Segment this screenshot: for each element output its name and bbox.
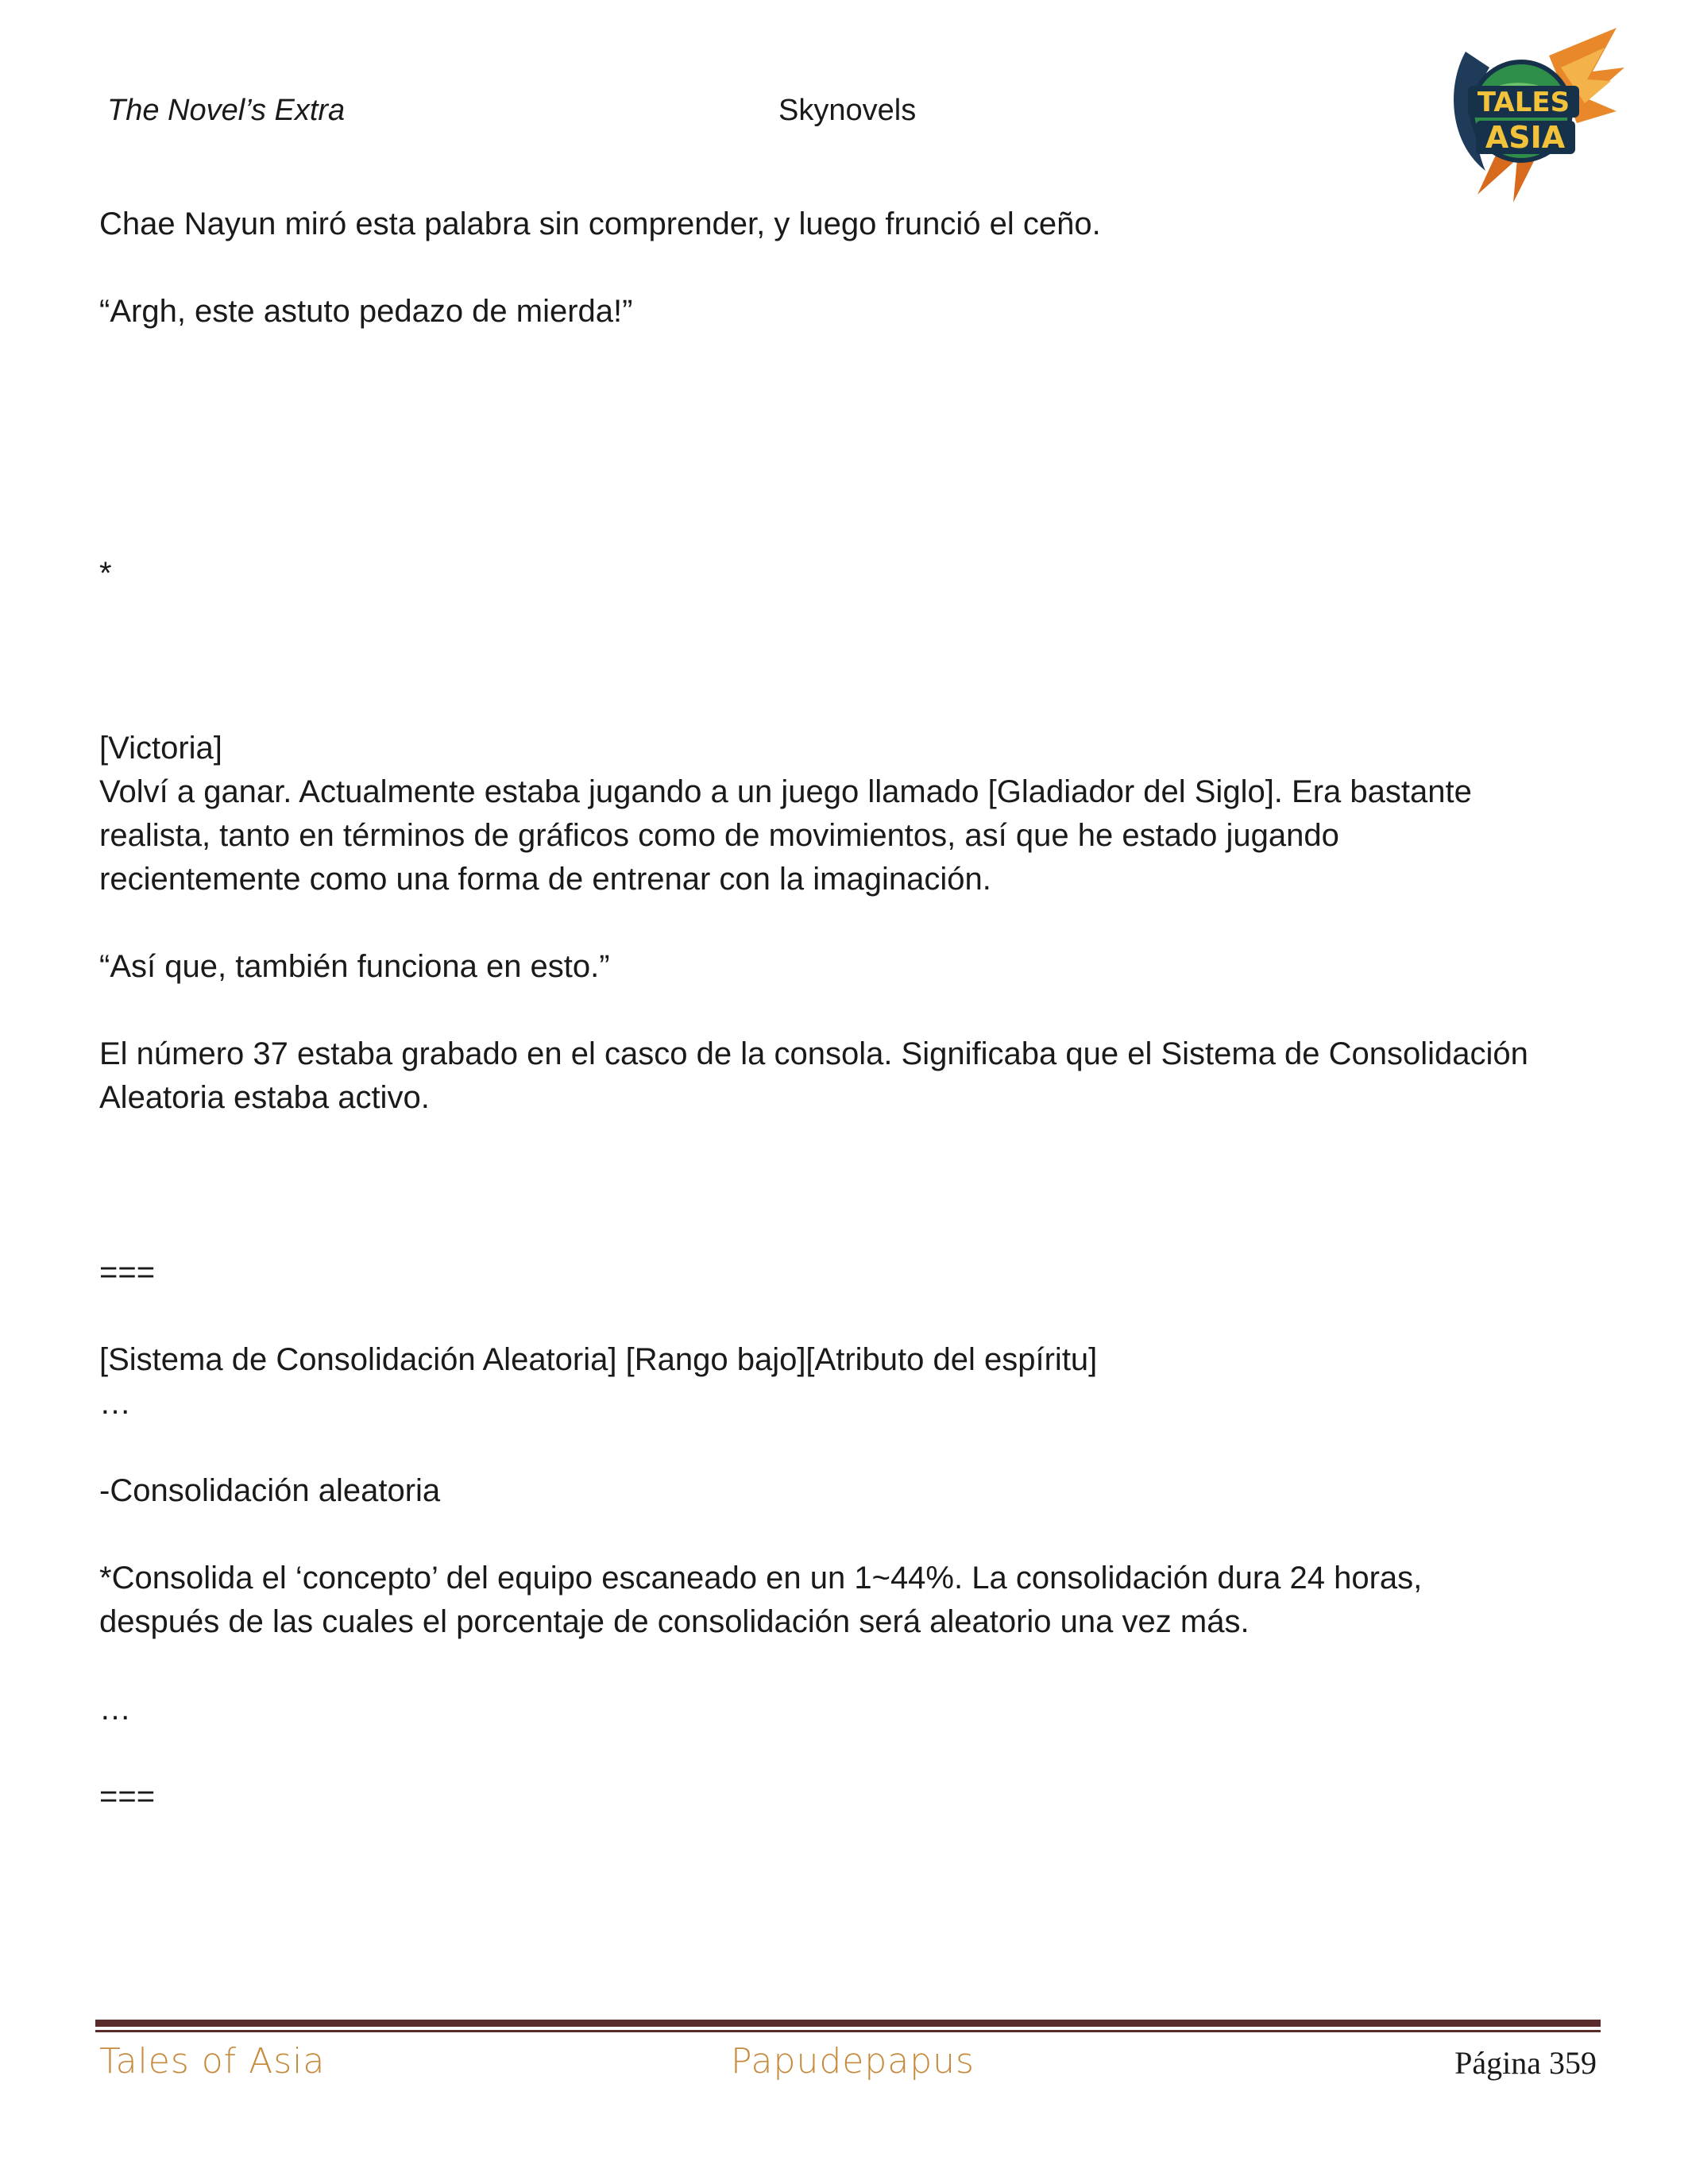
blank-line <box>99 1295 1609 1338</box>
body-line: recientemente como una forma de entrenar con la imaginación. <box>99 862 991 897</box>
blank-line <box>99 1513 1609 1557</box>
blank-line <box>99 1644 1609 1688</box>
body-line: === <box>99 1779 156 1814</box>
body-line: … <box>99 1692 131 1727</box>
blank-line <box>99 1207 1609 1251</box>
body-line: “Así que, también funciona en esto.” <box>99 949 610 984</box>
body-line: “Argh, este astuto pedazo de mierda!” <box>99 294 633 329</box>
blank-line <box>99 421 1609 465</box>
body-line: *Consolida el ‘concepto’ del equipo escaneado en un 1~44%. La consolidación dura 24 horas, <box>99 1561 1423 1596</box>
blank-line <box>99 1163 1609 1207</box>
body-line: * <box>99 556 112 591</box>
blank-line <box>99 596 1609 639</box>
blank-line <box>99 465 1609 508</box>
footer-divider-thin <box>95 2030 1601 2032</box>
logo-text-asia: ASIA <box>1485 120 1566 155</box>
blank-line <box>99 334 1609 377</box>
blank-line <box>99 1120 1609 1163</box>
blank-line <box>99 683 1609 727</box>
body-line: -Consolidación aleatoria <box>99 1473 441 1508</box>
blank-line <box>99 639 1609 683</box>
body-line: Volví a ganar. Actualmente estaba jugando a un juego llamado [Gladiador del Siglo]. Era bastante <box>99 774 1472 809</box>
footer-divider <box>95 2020 1601 2027</box>
blank-line <box>99 508 1609 552</box>
body-line: Aleatoria estaba activo. <box>99 1080 430 1115</box>
body-line: después de las cuales el porcentaje de consolidación será aleatorio una vez más. <box>99 1604 1250 1639</box>
body-line: realista, tanto en términos de gráficos como de movimientos, así que he estado jugando <box>99 818 1339 853</box>
footer-translator: Papudepapus <box>731 2041 975 2082</box>
page-number: Página 359 <box>1454 2045 1597 2081</box>
body-line: [Sistema de Consolidación Aleatoria] [Rango bajo][Atributo del espíritu] <box>99 1342 1098 1377</box>
blank-line <box>99 246 1609 290</box>
blank-line <box>99 1731 1609 1775</box>
body-line: … <box>99 1386 131 1421</box>
tales-of-asia-logo <box>1430 24 1628 206</box>
blank-line <box>99 901 1609 945</box>
header-book-title: The Novel’s Extra <box>107 94 346 127</box>
footer-publisher: Tales of Asia <box>99 2041 326 2082</box>
header-site-name: Skynovels <box>778 94 917 127</box>
body-line: === <box>99 1255 156 1290</box>
logo-text-tales: TALES <box>1477 87 1570 118</box>
blank-line <box>99 989 1609 1032</box>
body-line: Chae Nayun miró esta palabra sin comprender, y luego frunció el ceño. <box>99 206 1101 241</box>
blank-line <box>99 377 1609 421</box>
body-line: El número 37 estaba grabado en el casco de la consola. Significaba que el Sistema de Consolidación <box>99 1036 1528 1071</box>
blank-line <box>99 1426 1609 1469</box>
body-line: [Victoria] <box>99 731 222 766</box>
chapter-body <box>99 203 1609 1819</box>
